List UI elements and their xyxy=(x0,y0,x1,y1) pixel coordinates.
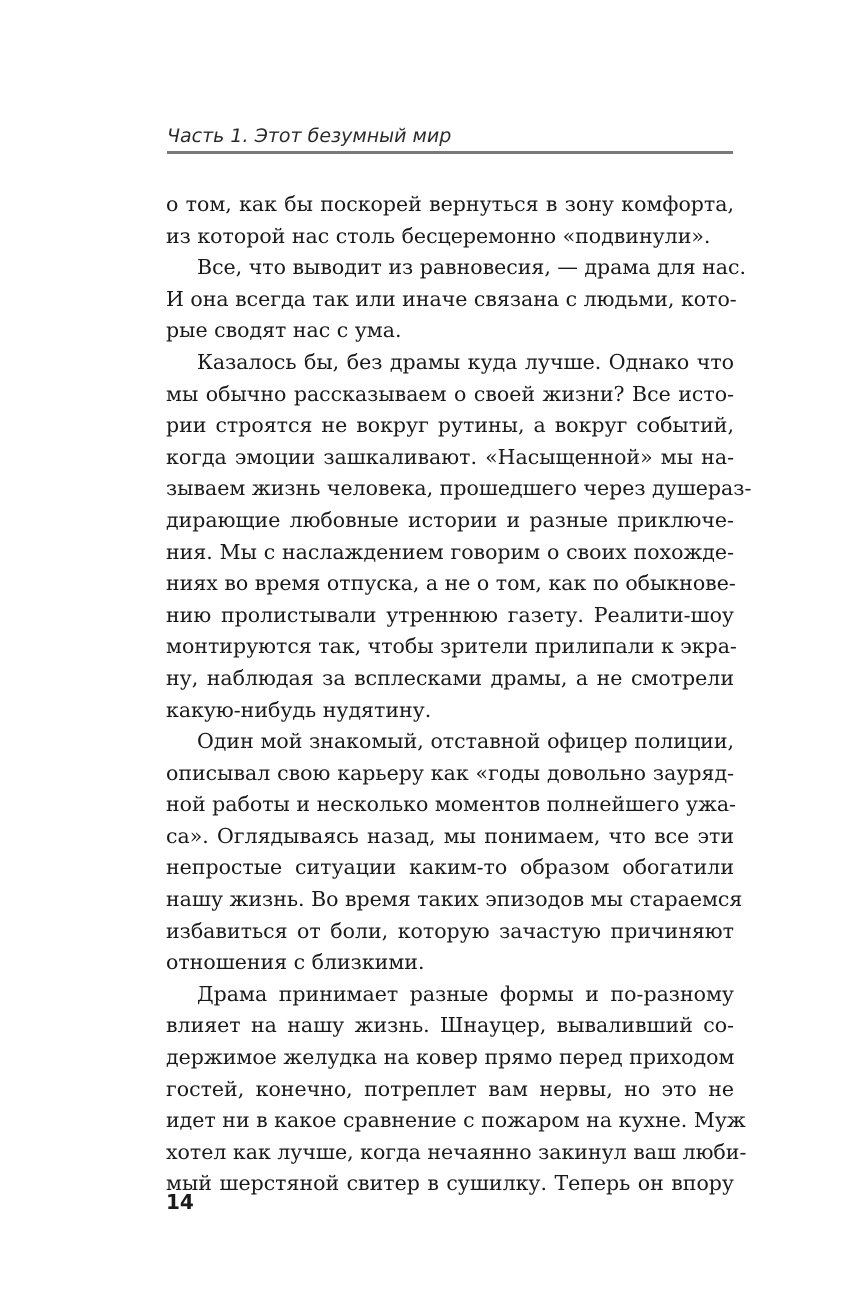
text-line: хотел как лучше, когда нечаянно закинул ваш люби- xyxy=(166,1139,747,1164)
text-line: какую-нибудь нудятину. xyxy=(166,697,432,722)
text-line: избавиться от боли, которую зачастую причиняют xyxy=(166,918,734,943)
text-line: монтируются так, чтобы зрители прилипали к экра- xyxy=(166,634,737,659)
text-line: И она всегда так или иначе связана с людьми, кото- xyxy=(166,286,737,311)
text-line: держимое желудка на ковер прямо перед приходом xyxy=(166,1045,735,1070)
text-line: отношения с близкими. xyxy=(166,950,425,975)
text-line: нию пролистывали утреннюю газету. Реалити-шоу xyxy=(166,602,734,627)
text-line: Казалось бы, без драмы куда лучше. Однако что xyxy=(197,349,734,374)
text-line: идет ни в какое сравнение с пожаром на кухне. Муж xyxy=(166,1108,746,1133)
text-line: нашу жизнь. Во время таких эпизодов мы стараемся xyxy=(166,887,743,912)
text-line: ной работы и несколько моментов полнейшего ужа- xyxy=(166,792,736,817)
text-line: когда эмоции зашкаливают. «Насыщенной» мы на- xyxy=(166,444,734,469)
text-line: Один мой знакомый, отставной офицер полиции, xyxy=(197,729,734,754)
text-line: ну, наблюдая за всплесками драмы, а не смотрели xyxy=(166,665,734,690)
text-line: Все, что выводит из равновесия, — драма для нас. xyxy=(197,255,747,280)
text-line: Драма принимает разные формы и по-разному xyxy=(197,981,734,1006)
header-rule xyxy=(167,151,733,154)
text-line: рии строятся не вокруг рутины, а вокруг событий, xyxy=(166,413,734,438)
text-line: описывал свою карьеру как «годы довольно зауряд- xyxy=(166,760,734,785)
text-line: са». Оглядываясь назад, мы понимаем, что все эти xyxy=(166,823,734,848)
text-line: из которой нас столь бесцеремонно «подвинули». xyxy=(166,223,711,248)
text-line: мы обычно рассказываем о своей жизни? Все исто- xyxy=(166,381,734,406)
text-line: рые сводят нас с ума. xyxy=(166,318,402,343)
text-line: ния. Мы с наслаждением говорим о своих похожде- xyxy=(166,539,734,564)
text-line: ниях во время отпуска, а не о том, как по обыкнове- xyxy=(166,571,736,596)
text-line: зываем жизнь человека, прошедшего через душераз- xyxy=(166,476,752,501)
text-line: о том, как бы поскорей вернуться в зону комфорта, xyxy=(166,192,734,216)
running-title: Часть 1. Этот безумный мир xyxy=(167,125,452,147)
body-text xyxy=(166,189,752,1200)
text-line: непростые ситуации каким-то образом обогатили xyxy=(166,855,734,880)
page-number: 14 xyxy=(166,1190,194,1214)
text-line: гостей, конечно, потреплет вам нервы, но это не xyxy=(166,1076,734,1101)
text-line: дирающие любовные истории и разные приключе- xyxy=(166,507,734,532)
text-line: мый шерстяной свитер в сушилку. Теперь он впору xyxy=(166,1171,734,1196)
text-line: влияет на нашу жизнь. Шнауцер, вываливший со- xyxy=(166,1013,734,1038)
